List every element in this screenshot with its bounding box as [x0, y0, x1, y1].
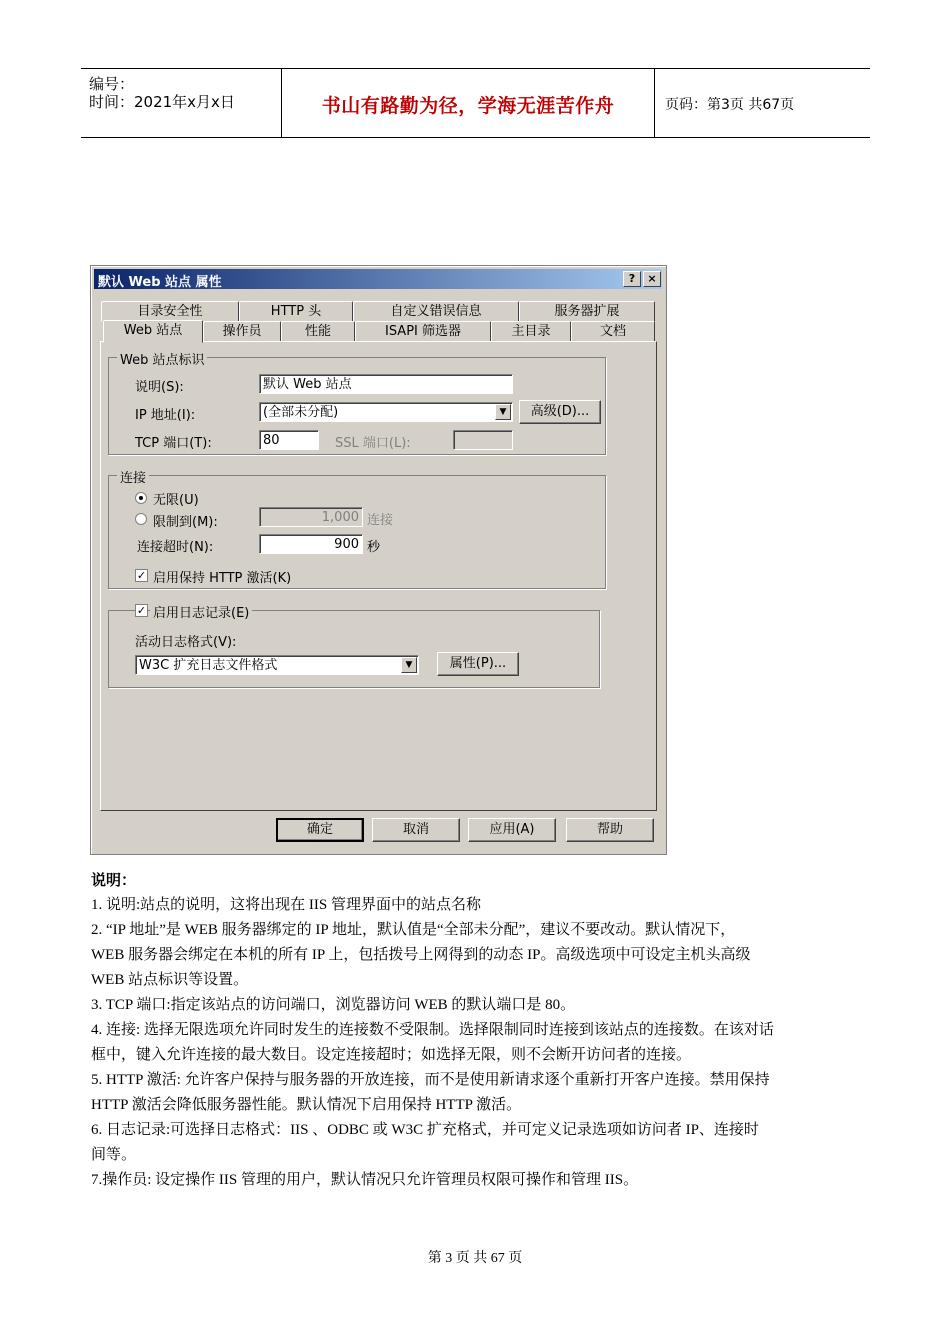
log-properties-button[interactable]: 属性(P)... [437, 652, 519, 676]
unlimited-radio[interactable] [135, 492, 147, 504]
ssl-port-input[interactable] [453, 430, 513, 450]
time-label: 时间：2021年x月x日 [89, 93, 235, 111]
limited-label: 限制到(M): [153, 515, 218, 530]
timeout-unit: 秒 [367, 540, 381, 555]
tcp-port-input[interactable]: 80 [259, 430, 319, 450]
log-format-value: W3C 扩充日志文件格式 [139, 658, 278, 673]
ssl-port-label: SSL 端口(L): [335, 436, 411, 451]
help-icon[interactable]: ? [623, 271, 641, 287]
tab-directory-security[interactable]: 目录安全性 [101, 301, 239, 322]
properties-dialog [90, 265, 667, 855]
ip-select[interactable] [259, 402, 513, 422]
desc-input[interactable]: 默认 Web 站点 [259, 374, 513, 394]
timeout-label: 连接超时(N): [137, 540, 214, 555]
dialog-title: 默认 Web 站点 属性 [98, 275, 222, 290]
limit-unit: 连接 [367, 513, 394, 528]
keepalive-label: 启用保持 HTTP 激活(K) [153, 571, 292, 586]
timeout-input[interactable]: 900 [259, 534, 363, 554]
notes-line: HTTP 激活会降低服务器性能。默认情况下启用保持 HTTP 激活。 [91, 1097, 522, 1113]
desc-label: 说明(S): [135, 380, 184, 395]
notes-line: 间等。 [91, 1147, 137, 1163]
notes-line: 4. 连接: 选择无限选项允许同时发生的连接数不受限制。选择限制同时连接到该站点的连接数。在该对话 [91, 1022, 774, 1038]
header-page-cell [655, 69, 870, 137]
notes-line: 5. HTTP 激活: 允许客户保持与服务器的开放连接，而不是使用新请求逐个重新打开客户连接。禁用保持 [91, 1072, 770, 1088]
keepalive-checkbox[interactable]: ✓ [136, 569, 147, 582]
apply-button[interactable]: 应用(A) [468, 818, 556, 842]
tab-http-headers[interactable]: HTTP 头 [239, 301, 353, 322]
dialog-titlebar [94, 269, 662, 289]
tab-web-site[interactable]: Web 站点 [103, 320, 203, 343]
ok-button[interactable]: 确定 [276, 818, 364, 842]
notes-line: 2. “IP 地址”是 WEB 服务器绑定的 IP 地址，默认值是“全部未分配”，建议不要改动。默认情况下， [91, 922, 736, 938]
notes-line: 1. 说明:站点的说明，这将出现在 IIS 管理界面中的站点名称 [91, 897, 482, 913]
number-label: 编号： [89, 75, 135, 93]
logging-label: 启用日志记录(E) [150, 602, 252, 621]
limit-input[interactable]: 1,000 [259, 507, 363, 527]
tab-home-directory[interactable]: 主目录 [491, 321, 571, 342]
tab-panel [100, 341, 657, 811]
page-label: 页码：第3页 共67页 [665, 97, 795, 113]
tab-performance[interactable]: 性能 [281, 321, 355, 342]
motto: 书山有路勤为径，学海无涯苦作舟 [321, 95, 615, 117]
notes-line: 7.操作员: 设定操作 IIS 管理的用户，默认情况只允许管理员权限可操作和管理 IIS。 [91, 1172, 639, 1188]
header-info-cell [81, 69, 282, 137]
connection-group [108, 471, 606, 589]
advanced-button[interactable]: 高级(D)... [519, 400, 601, 424]
tab-custom-errors[interactable]: 自定义错误信息 [353, 301, 519, 322]
identity-group [108, 353, 606, 455]
page-footer: 第 3 页 共 67 页 [427, 1251, 523, 1266]
help-button[interactable]: 帮助 [566, 818, 654, 842]
identity-group-label: Web 站点标识 [117, 349, 207, 368]
tcp-port-label: TCP 端口(T): [135, 436, 212, 451]
log-format-label: 活动日志格式(V): [135, 635, 237, 650]
connection-group-label: 连接 [117, 467, 149, 486]
tab-documents[interactable]: 文档 [571, 321, 655, 342]
notes-line: WEB 站点标识等设置。 [91, 972, 249, 988]
notes-line: 3. TCP 端口:指定该站点的访问端口，浏览器访问 WEB 的默认端口是 80。 [91, 997, 576, 1013]
ip-label: IP 地址(I): [135, 408, 196, 423]
page-header [81, 68, 870, 138]
limited-radio[interactable] [135, 513, 147, 525]
logging-checkbox[interactable]: ✓ [136, 604, 147, 617]
notes-heading: 说明： [91, 871, 137, 889]
header-motto-cell [282, 69, 655, 137]
log-format-select[interactable] [135, 655, 419, 675]
notes-line: 6. 日志记录:可选择日志格式：IIS 、ODBC 或 W3C 扩充格式，并可定义记录选项如访问者 IP、连接时 [91, 1122, 759, 1138]
logging-group [108, 604, 600, 688]
chevron-down-icon[interactable]: ▼ [495, 404, 511, 420]
notes-section [91, 868, 871, 1193]
tab-operators[interactable]: 操作员 [203, 321, 281, 342]
chevron-down-icon[interactable]: ▼ [401, 657, 417, 673]
notes-line: WEB 服务器会绑定在本机的所有 IP 上，包括拨号上网得到的动态 IP。高级选项中可设定主机头高级 [91, 947, 751, 963]
cancel-button[interactable]: 取消 [372, 818, 460, 842]
notes-line: 框中，键入允许连接的最大数目。设定连接超时；如选择无限，则不会断开访问者的连接。 [91, 1047, 692, 1063]
tab-isapi-filters[interactable]: ISAPI 筛选器 [355, 321, 491, 342]
ip-select-value: (全部未分配) [263, 405, 339, 420]
unlimited-label: 无限(U) [153, 493, 199, 508]
close-icon[interactable]: × [643, 271, 661, 287]
tab-server-extensions[interactable]: 服务器扩展 [519, 301, 655, 322]
